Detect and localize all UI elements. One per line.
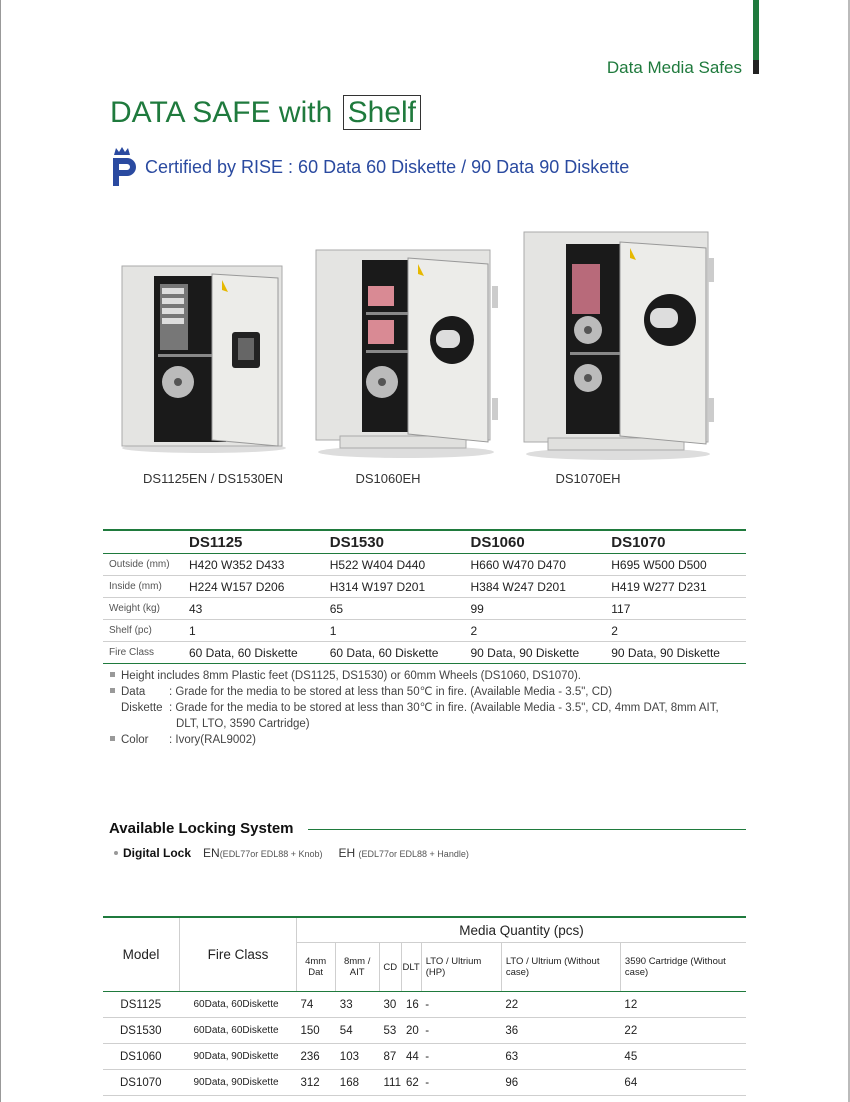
table-cell: 65 — [324, 598, 465, 620]
spec-header-ds1060: DS1060 — [465, 530, 606, 554]
table-cell: 63 — [501, 1044, 620, 1070]
table-cell: 30 — [379, 992, 401, 1018]
table-cell: - — [421, 1044, 501, 1070]
table-cell: 16 — [402, 992, 421, 1018]
spec-header-ds1125: DS1125 — [183, 530, 324, 554]
lock-code-eh: EH — [338, 846, 356, 860]
media-col-3590: 3590 Cartridge (Without case) — [620, 943, 746, 992]
table-cell: H522 W404 D440 — [324, 554, 465, 576]
table-cell: 33 — [336, 992, 380, 1018]
note-data — [110, 684, 750, 700]
lock-desc-en: (EDL77or EDL88 + Knob) — [219, 849, 323, 859]
media-fireclass: 60Data, 60Diskette — [180, 1018, 297, 1044]
table-cell: 2 — [465, 620, 606, 642]
table-cell: 62 — [402, 1070, 421, 1096]
table-cell: 1 — [183, 620, 324, 642]
page-border-left — [0, 0, 1, 1102]
table-cell: H224 W157 D206 — [183, 576, 324, 598]
table-row — [103, 598, 746, 620]
table-cell: 90 Data, 90 Diskette — [465, 642, 606, 664]
media-col-lto-hp: LTO / Ultrium (HP) — [421, 943, 501, 992]
heading-divider — [308, 829, 746, 830]
note-height — [110, 668, 750, 684]
lock-type: Digital Lock — [123, 846, 192, 860]
table-cell: 312 — [297, 1070, 336, 1096]
table-row — [103, 642, 746, 664]
table-cell: 236 — [297, 1044, 336, 1070]
media-model: DS1060 — [103, 1044, 180, 1070]
spec-header-ds1070: DS1070 — [605, 530, 746, 554]
note-text: : Grade for the media to be stored at less than 30℃ in fire. (Available Media - 3.5", CD, 4mm DAT, 8mm AIT, — [169, 702, 719, 714]
table-cell: 74 — [297, 992, 336, 1018]
table-cell: - — [421, 992, 501, 1018]
media-model: DS1070 — [103, 1070, 180, 1096]
table-cell: H660 W470 D470 — [465, 554, 606, 576]
media-col-lto-nocase: LTO / Ultrium (Without case) — [501, 943, 620, 992]
row-label: Outside (mm) — [103, 554, 183, 576]
spec-header-ds1530: DS1530 — [324, 530, 465, 554]
table-row — [103, 992, 746, 1018]
media-header-group: Media Quantity (pcs) — [297, 917, 747, 943]
row-label: Inside (mm) — [103, 576, 183, 598]
note-key: Data — [121, 686, 146, 698]
table-cell: - — [421, 1018, 501, 1044]
media-model: DS1125 — [103, 992, 180, 1018]
media-fireclass: 90Data, 90Diskette — [180, 1070, 297, 1096]
table-row — [103, 620, 746, 642]
table-cell: 168 — [336, 1070, 380, 1096]
square-bullet-icon — [110, 688, 115, 693]
section-tab-marker — [753, 0, 759, 60]
table-cell: 87 — [379, 1044, 401, 1070]
title-boxed-word: Shelf — [343, 95, 421, 130]
spec-notes — [110, 668, 750, 748]
table-cell: 103 — [336, 1044, 380, 1070]
square-bullet-icon — [110, 736, 115, 741]
note-text: : Ivory(RAL9002) — [169, 734, 256, 746]
table-cell: H695 W500 D500 — [605, 554, 746, 576]
lock-code-en: EN — [203, 846, 220, 860]
table-cell: H314 W197 D201 — [324, 576, 465, 598]
section-label: Data Media Safes — [606, 58, 742, 77]
note-key: Diskette — [121, 702, 163, 714]
table-cell: 90 Data, 90 Diskette — [605, 642, 746, 664]
media-col-dlt: DLT — [402, 943, 421, 992]
rise-certification-logo-icon — [110, 146, 138, 188]
note-key: Color — [121, 734, 149, 746]
table-cell: 2 — [605, 620, 746, 642]
table-row — [103, 1070, 746, 1096]
table-cell: H384 W247 D201 — [465, 576, 606, 598]
table-row — [103, 1018, 746, 1044]
locking-system-line — [114, 846, 485, 860]
certification-text: Certified by RISE : 60 Data 60 Diskette / 90 Data 90 Diskette — [145, 157, 630, 177]
media-header-fireclass: Fire Class — [180, 917, 297, 992]
table-cell: 36 — [501, 1018, 620, 1044]
spec-header-blank — [103, 530, 183, 554]
table-cell: 20 — [402, 1018, 421, 1044]
locking-system-heading: Available Locking System — [109, 820, 294, 837]
table-cell: 96 — [501, 1070, 620, 1096]
note-diskette-cont: DLT, LTO, 3590 Cartridge) — [176, 718, 310, 730]
lock-desc-eh: (EDL77or EDL88 + Handle) — [358, 849, 469, 859]
specifications-table — [103, 529, 746, 664]
table-cell: 60 Data, 60 Diskette — [183, 642, 324, 664]
row-label: Shelf (pc) — [103, 620, 183, 642]
table-cell: 53 — [379, 1018, 401, 1044]
table-cell: 150 — [297, 1018, 336, 1044]
table-cell: 117 — [605, 598, 746, 620]
table-cell: H419 W277 D231 — [605, 576, 746, 598]
table-row — [103, 576, 746, 598]
title-main: DATA SAFE with — [110, 96, 333, 129]
page-title — [110, 96, 421, 130]
table-cell: 111 — [379, 1070, 401, 1096]
table-cell: 12 — [620, 992, 746, 1018]
media-header-row — [103, 917, 746, 943]
media-col-8mm-ait: 8mm / AIT — [336, 943, 380, 992]
round-bullet-icon — [114, 851, 118, 855]
spec-header-row — [103, 530, 746, 554]
table-cell: 60 Data, 60 Diskette — [324, 642, 465, 664]
table-cell: 22 — [501, 992, 620, 1018]
safe-ds1060eh-image — [312, 246, 500, 460]
table-cell: - — [421, 1070, 501, 1096]
table-row — [103, 554, 746, 576]
table-cell: 43 — [183, 598, 324, 620]
table-cell: 1 — [324, 620, 465, 642]
table-cell: 45 — [620, 1044, 746, 1070]
note-text: : Grade for the media to be stored at less than 50℃ in fire. (Available Media - 3.5", CD) — [169, 686, 613, 698]
media-col-4mm-dat: 4mm Dat — [297, 943, 336, 992]
table-cell: 99 — [465, 598, 606, 620]
media-quantity-table — [103, 916, 746, 1096]
media-model: DS1530 — [103, 1018, 180, 1044]
table-cell: 54 — [336, 1018, 380, 1044]
media-fireclass: 90Data, 90Diskette — [180, 1044, 297, 1070]
table-cell: 22 — [620, 1018, 746, 1044]
media-fireclass: 60Data, 60Diskette — [180, 992, 297, 1018]
note-text: Height includes 8mm Plastic feet (DS1125, DS1530) or 60mm Wheels (DS1060, DS1070). — [121, 670, 581, 682]
table-row — [103, 1044, 746, 1070]
table-cell: H420 W352 D433 — [183, 554, 324, 576]
media-header-model: Model — [103, 917, 180, 992]
square-bullet-icon — [110, 672, 115, 677]
product-caption-1: DS1125EN / DS1530EN — [143, 471, 283, 486]
section-tab-marker-end — [753, 60, 759, 74]
note-diskette — [110, 700, 750, 716]
product-caption-3: DS1070EH — [555, 471, 621, 486]
table-cell: 44 — [402, 1044, 421, 1070]
product-caption-2: DS1060EH — [355, 471, 421, 486]
row-label: Fire Class — [103, 642, 183, 664]
media-col-cd: CD — [379, 943, 401, 992]
safe-ds1070eh-image — [520, 228, 716, 462]
safe-ds1125en-image — [118, 262, 290, 454]
table-cell: 64 — [620, 1070, 746, 1096]
row-label: Weight (kg) — [103, 598, 183, 620]
note-color — [110, 732, 750, 748]
